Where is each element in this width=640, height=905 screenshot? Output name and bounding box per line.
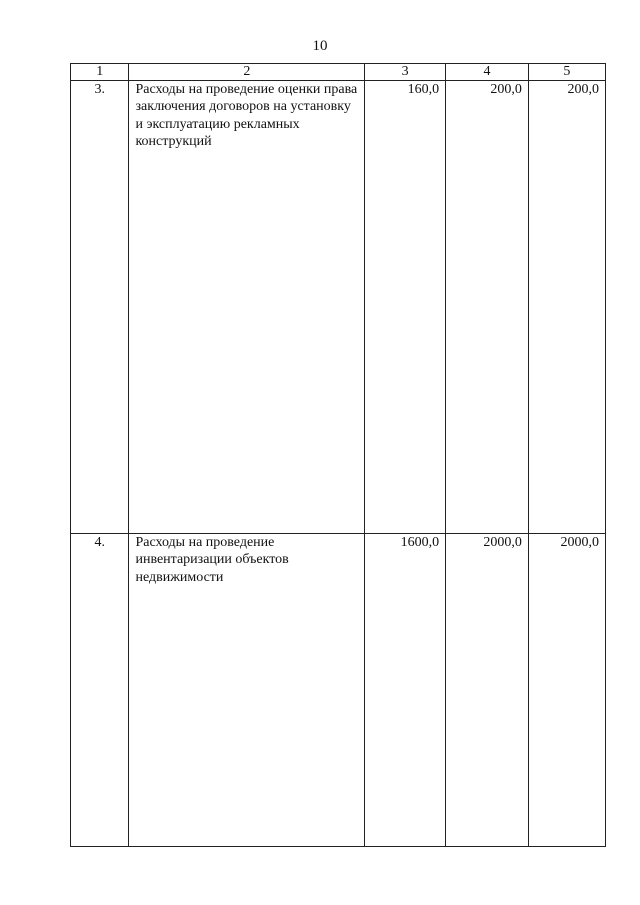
table-row bbox=[71, 534, 606, 847]
row-value-col4: 2000,0 bbox=[446, 534, 529, 847]
row-value-col5: 2000,0 bbox=[528, 534, 605, 847]
row-number: 4. bbox=[71, 534, 129, 847]
column-header-5: 5 bbox=[528, 64, 605, 81]
row-number: 3. bbox=[71, 81, 129, 534]
page-number: 10 bbox=[312, 38, 328, 54]
budget-table bbox=[70, 63, 606, 847]
row-value-col3: 160,0 bbox=[365, 81, 446, 534]
column-header-4: 4 bbox=[446, 64, 529, 81]
table-header-row bbox=[71, 64, 606, 81]
row-value-col5: 200,0 bbox=[528, 81, 605, 534]
row-value-col4: 200,0 bbox=[446, 81, 529, 534]
column-header-2: 2 bbox=[129, 64, 365, 81]
column-header-1: 1 bbox=[71, 64, 129, 81]
row-description: Расходы на проведение оценки права заключения договоров на установку и эксплуатацию рекламных конструкций bbox=[129, 81, 365, 534]
row-description: Расходы на проведение инвентаризации объектов недвижимости bbox=[129, 534, 365, 847]
row-value-col3: 1600,0 bbox=[365, 534, 446, 847]
column-header-3: 3 bbox=[365, 64, 446, 81]
table-row bbox=[71, 81, 606, 534]
